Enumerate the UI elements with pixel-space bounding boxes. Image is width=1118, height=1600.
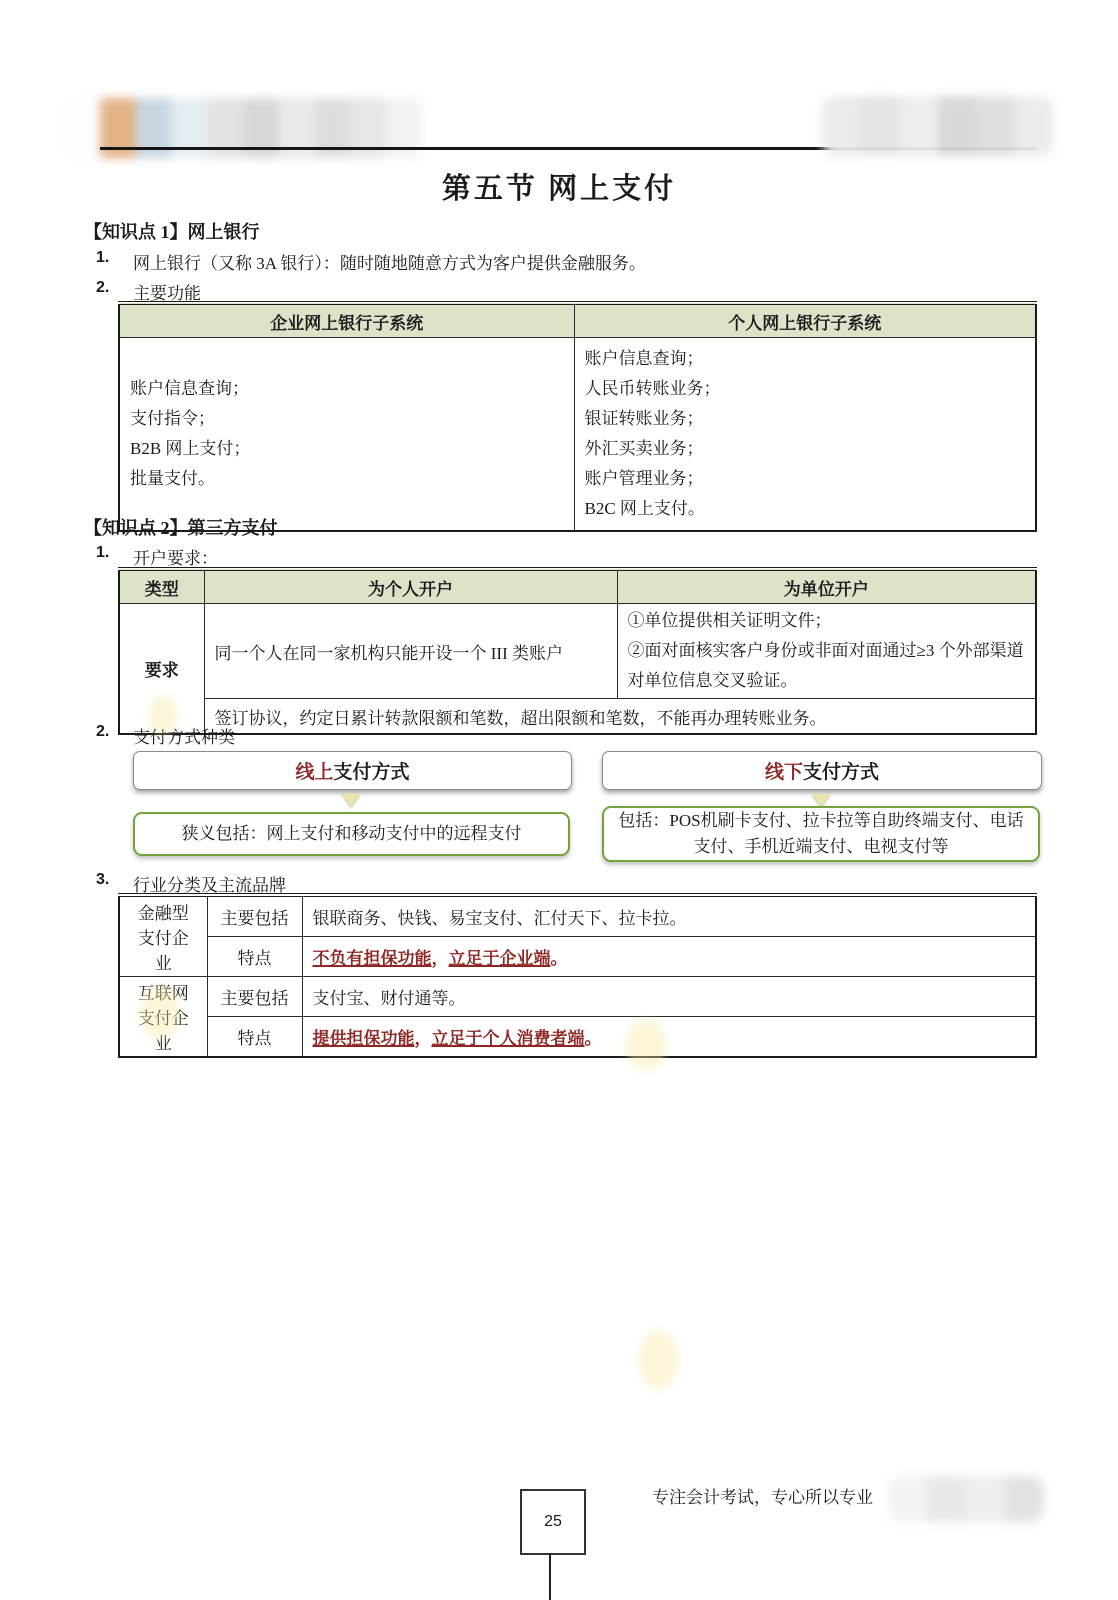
brands-table — [118, 893, 1037, 1058]
kp1-heading: 【知识点 1】网上银行 — [84, 222, 260, 242]
cell-line: 批量支付。 — [130, 469, 215, 488]
blur-pixel — [64, 98, 100, 158]
cell-line: B2C 网上支付。 — [584, 499, 705, 518]
account-requirements-table — [118, 567, 1037, 735]
unit-rule-cell — [617, 604, 1036, 699]
cell-line: ②面对面核实客户身份或非面对面通过≥3 个外部渠道 — [627, 641, 1024, 660]
cell-line: 外汇买卖业务； — [584, 439, 704, 458]
list-text: 开户要求： — [133, 549, 218, 568]
column-header: 企业网上银行子系统 — [119, 303, 574, 338]
label-cell: 主要包括 — [207, 895, 302, 937]
personal-rule-cell: 同一个人在同一家机构只能开设一个 III 类账户 — [204, 604, 617, 699]
table-header-row — [119, 303, 1036, 338]
column-header: 为单位开户 — [617, 569, 1036, 604]
feature-emphasis: 立足于企业端 — [448, 949, 551, 969]
list-number: 2. — [96, 723, 110, 740]
column-header: 个人网上银行子系统 — [574, 303, 1036, 338]
cell-line: 账户信息查询； — [584, 349, 704, 368]
group-cell: 金融型支付企业 — [119, 895, 207, 977]
offline-payment-emphasis: 线下 — [764, 762, 803, 783]
cell-line: 账户信息查询； — [130, 379, 249, 398]
table-row — [119, 977, 1036, 1017]
content-cell — [302, 1016, 1036, 1057]
list-text: 支付方式种类 — [133, 728, 235, 747]
label-cell: 特点 — [207, 1016, 302, 1057]
offline-payment-description-box: 包括：POS机刷卡支付、拉卡拉等自助终端支付、电话支付、手机近端支付、电视支付等 — [602, 806, 1040, 862]
blur-pixel — [1015, 96, 1054, 156]
label-cell: 主要包括 — [207, 977, 302, 1017]
cell-line: 人民币转账业务； — [584, 379, 721, 398]
table-header-row — [119, 569, 1036, 604]
content-cell: 银联商务、快钱、易宝支付、汇付天下、拉卡拉。 — [302, 895, 1036, 937]
offline-payment-box — [602, 751, 1042, 790]
content-cell: 支付宝、财付通等。 — [302, 977, 1036, 1017]
personal-functions-cell — [574, 338, 1036, 532]
feature-emphasis: 提供担保功能 — [312, 1028, 415, 1048]
label-cell: 特点 — [207, 937, 302, 977]
functions-table — [118, 301, 1037, 532]
table-row — [119, 1016, 1036, 1057]
arrow-down-icon — [342, 794, 360, 807]
table-row — [119, 338, 1036, 532]
page-number-box — [520, 1489, 586, 1555]
list-number: 3. — [96, 871, 110, 888]
list-number: 1. — [96, 249, 110, 266]
column-header: 类型 — [119, 569, 204, 604]
list-number: 1. — [96, 544, 110, 561]
blur-pixel — [1005, 1476, 1044, 1522]
feature-period: 。 — [584, 1028, 602, 1048]
column-header: 为个人开户 — [204, 569, 617, 604]
scan-artifact — [140, 985, 180, 1040]
blur-pixel — [938, 96, 977, 156]
scan-artifact — [148, 695, 178, 735]
blur-pixel — [899, 96, 938, 156]
kp2-item-1 — [96, 544, 1036, 569]
cell-line: 银证转账业务； — [584, 409, 704, 428]
blur-pixel — [977, 96, 1016, 156]
kp1-item-1 — [96, 249, 1036, 274]
scan-artifact — [625, 1020, 667, 1070]
cell-line: 对单位信息交叉验证。 — [627, 671, 798, 690]
table-row — [119, 937, 1036, 977]
cell-line: 支付指令； — [130, 409, 215, 428]
redacted-header-blur — [822, 96, 1054, 156]
scan-artifact — [638, 1330, 678, 1390]
list-number: 2. — [96, 279, 110, 296]
cell-line: B2B 网上支付； — [130, 439, 251, 458]
blur-pixel — [888, 1476, 927, 1522]
kp2-heading: 【知识点 2】第三方支付 — [84, 518, 278, 538]
blur-pixel — [822, 96, 861, 156]
content-cell — [302, 937, 1036, 977]
kp2-item-2 — [96, 723, 1036, 748]
blur-pixel — [927, 1476, 966, 1522]
feature-separator: ， — [414, 1028, 432, 1048]
cell-line: ①单位提供相关证明文件； — [627, 611, 832, 630]
cell-line: 账户管理业务； — [584, 469, 704, 488]
blur-pixel — [966, 1476, 1005, 1522]
offline-payment-label: 支付方式 — [803, 762, 880, 783]
list-text: 主要功能 — [133, 284, 201, 303]
list-text: 行业分类及主流品牌 — [133, 876, 286, 895]
footer-vertical-rule — [549, 1553, 551, 1600]
redacted-footer-blur — [888, 1476, 1044, 1522]
blur-pixel — [861, 96, 900, 156]
group-cell: 互联网支付企业 — [119, 977, 207, 1058]
page-title: 第五节 网上支付 — [441, 173, 677, 205]
online-payment-box — [133, 751, 572, 790]
feature-separator: ， — [431, 949, 449, 969]
online-payment-description-box: 狭义包括：网上支付和移动支付中的远程支付 — [133, 812, 570, 856]
table-row — [119, 604, 1036, 699]
footer-slogan: 专注会计考试，专心所以专业 — [652, 1488, 873, 1507]
table-row — [119, 895, 1036, 937]
list-text: 网上银行（又称 3A 银行）：随时随地随意方式为客户提供金融服务。 — [133, 254, 646, 273]
feature-emphasis: 立足于个人消费者端 — [431, 1028, 585, 1048]
feature-emphasis: 不负有担保功能 — [312, 949, 432, 969]
online-payment-emphasis: 线上 — [295, 762, 334, 783]
page-number: 25 — [544, 1513, 562, 1530]
row-label-cell: 要求 — [119, 604, 204, 735]
feature-period: 。 — [550, 949, 568, 969]
agreement-cell: 签订协议，约定日累计转款限额和笔数，超出限额和笔数，不能再办理转账业务。 — [204, 699, 1036, 735]
online-payment-label: 支付方式 — [333, 762, 410, 783]
corporate-functions-cell — [119, 338, 574, 532]
